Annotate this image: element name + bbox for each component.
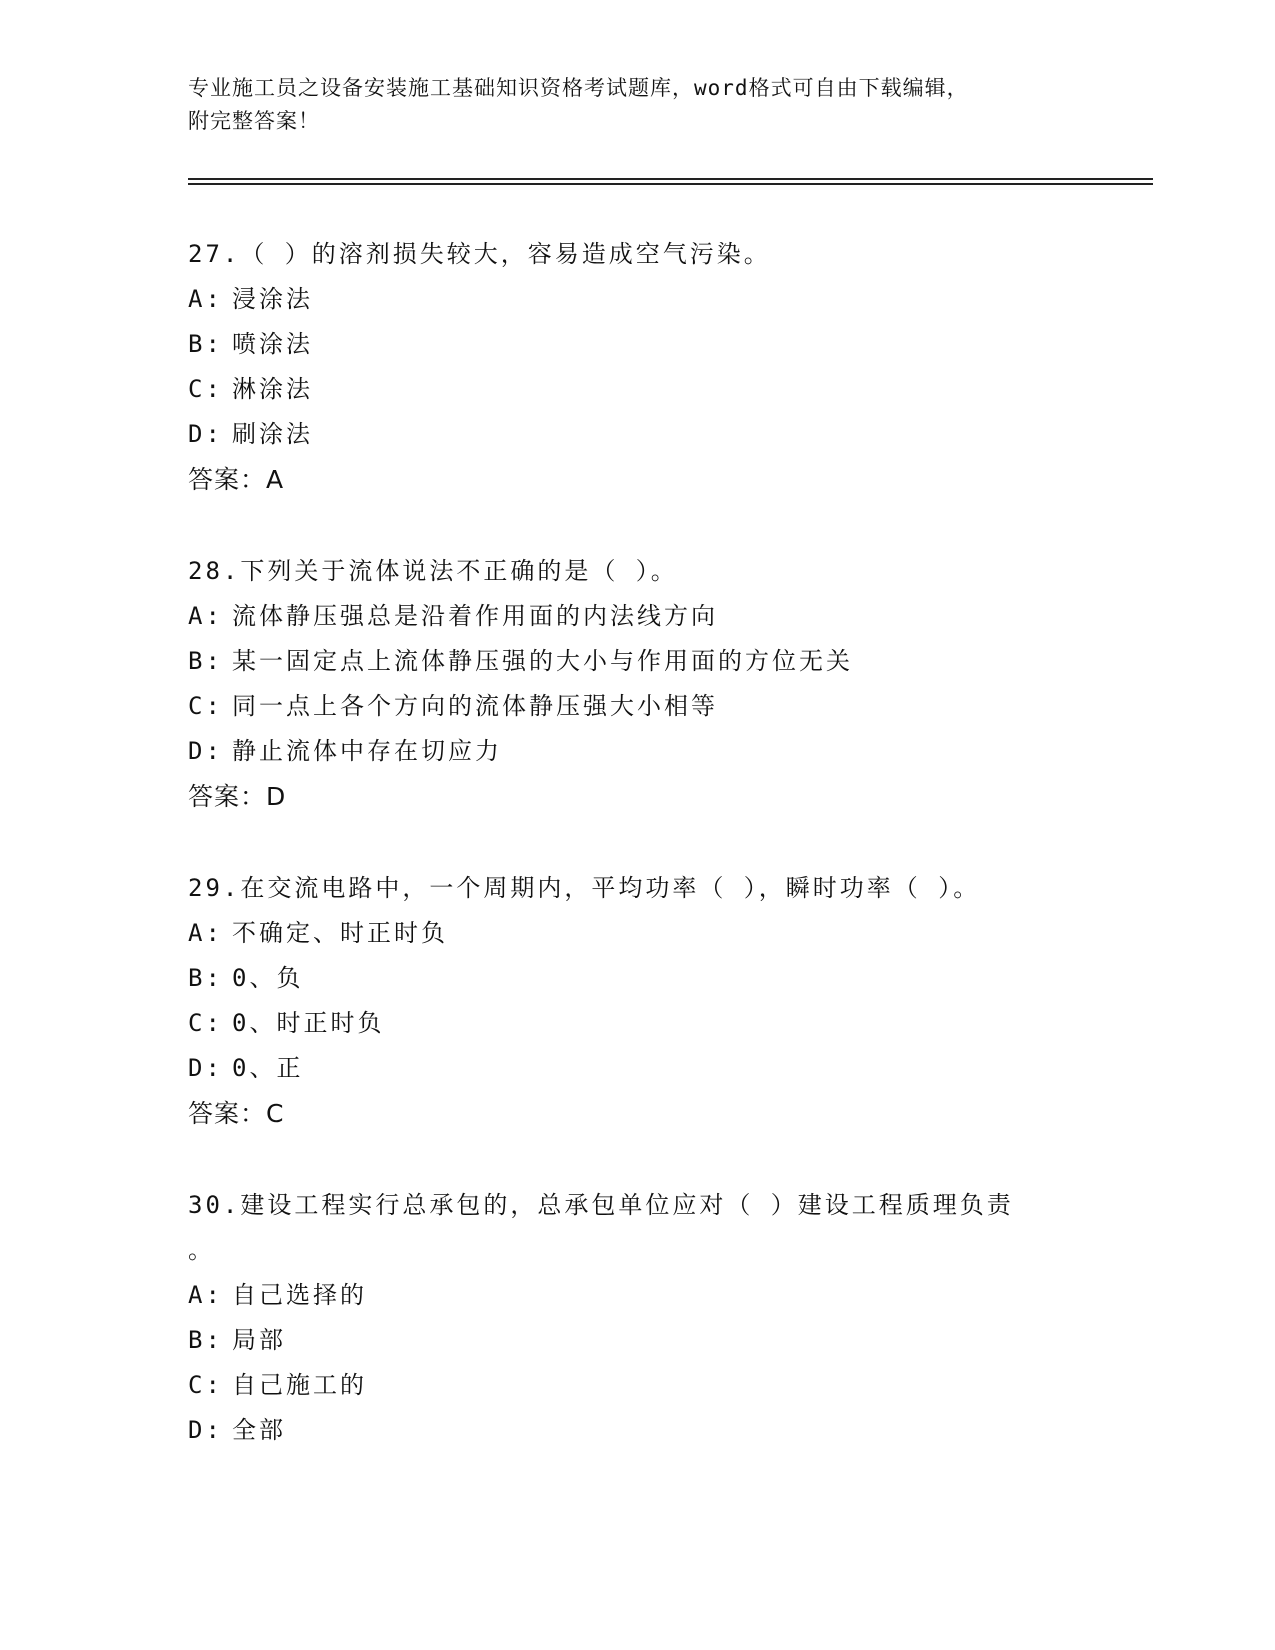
question-stem: 27.（ ）的溶剂损失较大，容易造成空气污染。	[188, 240, 771, 268]
header-divider-top	[188, 178, 1153, 180]
option-text: 不确定、时正时负	[232, 919, 448, 947]
option-key: D:	[188, 1416, 223, 1444]
option-key: A:	[188, 919, 223, 947]
header-line-2: 附完整答案！	[188, 109, 320, 133]
option-key: D:	[188, 1054, 223, 1082]
option-key: A:	[188, 602, 223, 630]
question-stem: 29.在交流电路中，一个周期内，平均功率（ ），瞬时功率（ ）。	[188, 874, 981, 902]
header-divider-bottom	[188, 183, 1153, 185]
answer-line: 答案：D	[188, 782, 287, 811]
option-key: D:	[188, 737, 223, 765]
document-header	[188, 72, 1088, 138]
question-stem-continuation: 。	[188, 1236, 215, 1264]
answer-line: 答案：A	[188, 465, 285, 494]
option-c	[188, 1001, 1108, 1046]
option-text: 0、时正时负	[232, 1009, 385, 1037]
option-d	[188, 1046, 1108, 1091]
option-c	[188, 367, 1108, 412]
option-key: C:	[188, 375, 223, 403]
option-key: B:	[188, 964, 223, 992]
option-key: D:	[188, 420, 223, 448]
option-c	[188, 684, 1108, 729]
option-text: 静止流体中存在切应力	[232, 737, 502, 765]
option-text: 流体静压强总是沿着作用面的内法线方向	[232, 602, 718, 630]
option-b	[188, 956, 1108, 1001]
option-b	[188, 1318, 1108, 1363]
option-text: 自己选择的	[232, 1281, 367, 1309]
option-text: 0、负	[232, 964, 304, 992]
option-b	[188, 639, 1108, 684]
option-key: B:	[188, 647, 223, 675]
option-text: 某一固定点上流体静压强的大小与作用面的方位无关	[232, 647, 853, 675]
option-a	[188, 911, 1108, 956]
option-key: B:	[188, 1326, 223, 1354]
question-30	[188, 1183, 1108, 1453]
option-a	[188, 594, 1108, 639]
option-text: 全部	[232, 1416, 286, 1444]
option-key: A:	[188, 285, 223, 313]
header-line-1: 专业施工员之设备安装施工基础知识资格考试题库，word格式可自由下载编辑，	[188, 76, 969, 100]
option-d	[188, 729, 1108, 774]
question-stem: 30.建设工程实行总承包的，总承包单位应对（ ）建设工程质理负责	[188, 1191, 1014, 1219]
option-text: 同一点上各个方向的流体静压强大小相等	[232, 692, 718, 720]
question-28	[188, 549, 1108, 819]
option-text: 自己施工的	[232, 1371, 367, 1399]
option-text: 浸涂法	[232, 285, 313, 313]
question-29	[188, 866, 1108, 1136]
option-a	[188, 277, 1108, 322]
option-d	[188, 1408, 1108, 1453]
option-c	[188, 1363, 1108, 1408]
option-key: B:	[188, 330, 223, 358]
option-key: A:	[188, 1281, 223, 1309]
option-key: C:	[188, 1371, 223, 1399]
question-27	[188, 232, 1108, 502]
option-a	[188, 1273, 1108, 1318]
option-b	[188, 322, 1108, 367]
option-text: 淋涂法	[232, 375, 313, 403]
option-key: C:	[188, 692, 223, 720]
option-d	[188, 412, 1108, 457]
option-text: 局部	[232, 1326, 286, 1354]
question-stem: 28.下列关于流体说法不正确的是（ ）。	[188, 557, 678, 585]
option-text: 刷涂法	[232, 420, 313, 448]
option-text: 0、正	[232, 1054, 304, 1082]
option-text: 喷涂法	[232, 330, 313, 358]
answer-line: 答案：C	[188, 1099, 285, 1128]
option-key: C:	[188, 1009, 223, 1037]
